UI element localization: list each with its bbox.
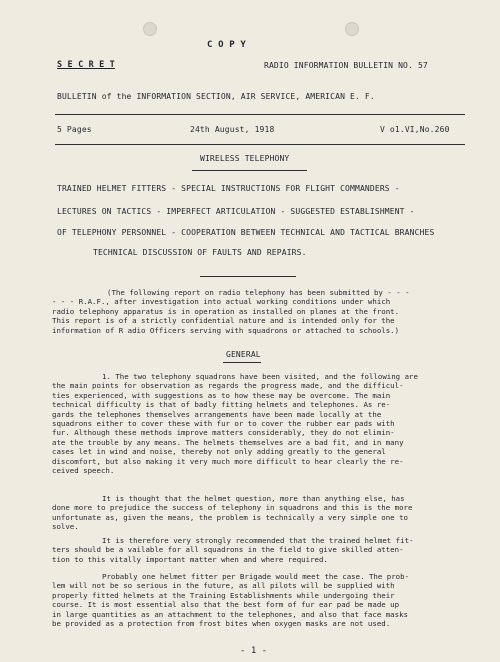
paragraph-line: discomfort, but also making it very much more difficult to hear clearly the re- [52, 456, 404, 466]
paragraph-line: squadrons either to cover these with fur or to cover the rubber ear pads with [52, 419, 395, 429]
paragraph-1 [52, 372, 470, 475]
paragraph-4 [52, 572, 470, 628]
contents-line: LECTURES ON TACTICS - IMPERFECT ARTICULATION - SUGGESTED ESTABLISHMENT - [57, 207, 415, 216]
section-heading: GENERAL [226, 350, 261, 359]
paragraph-line: lem will not be so serious in the future, as all pilots will be supplied with [52, 581, 395, 591]
bulletin-number: RADIO INFORMATION BULLETIN NO. 57 [264, 61, 428, 70]
paragraph-line: 1. The two telephony squadrons have been visited, and the following are [102, 372, 418, 381]
paragraph-line: be provided as a protection from frost bites when oxygen masks are not used. [52, 619, 391, 629]
paragraph-line: gards the telephones themselves arrangements have been made locally at the [52, 409, 382, 419]
volume-number: V o1.VI,No.260 [380, 125, 450, 134]
paragraph-2 [52, 494, 470, 532]
intro-line: - - - R.A.F., after investigation into actual working conditions under which [52, 297, 391, 307]
punch-hole-right [345, 22, 359, 36]
title-rule [192, 170, 307, 171]
intro-line: radio telephony apparatus is in operation as installed on planes at the front. [52, 306, 400, 316]
paragraph-line: It is therefore very strongly recommended that the trained helmet fit- [102, 536, 414, 545]
paragraph-line: properly fitted helmets at the Training Establishments while undergoing their [52, 590, 395, 600]
paragraph-line: course. It is most essential also that the best form of fur ear pad be made up [52, 600, 400, 610]
copy-label: C O P Y [207, 40, 246, 50]
paragraph-line: the main points for observation as regards the progress made, and the difficul- [52, 381, 404, 391]
paragraph-line: ties experienced, with suggestions as to how these may be overcome. The main [52, 390, 391, 400]
paragraph-line: Probably one helmet fitter per Brigade would meet the case. The prob- [102, 572, 410, 581]
paragraph-line: cases let in wind and noise, thereby not only adding greatly to the general [52, 447, 386, 457]
paragraph-line: tion to this vitally important matter when and where required. [52, 554, 328, 564]
contents-line: TRAINED HELMET FITTERS - SPECIAL INSTRUCTIONS FOR FLIGHT COMMANDERS - [57, 184, 400, 193]
page-number: - 1 - [240, 646, 268, 656]
paragraph-line: ate the trouble by any means. The helmets themselves are a bad fit, and in many [52, 437, 404, 447]
contents-line: OF TELEPHONY PERSONNEL - COOPERATION BETWEEN TECHNICAL AND TACTICAL BRANCHES [57, 228, 435, 237]
paragraph-line: It is thought that the helmet question, more than anything else, has [102, 494, 405, 503]
paragraph-line: technical difficulty is that of badly fitting helmets and telephones. As re- [52, 400, 391, 410]
paragraph-line: fur. Although these methods improve matters considerably, they do not elimin- [52, 428, 395, 438]
paragraph-line: unfortunate as, given the means, the problem is technically a very simple one to [52, 512, 408, 522]
paragraph-line: done more to prejudice the success of telephony in squadrons and this is the more [52, 503, 413, 513]
paragraph-line: ters should be a vailable for all squadrons in the field to give skilled atten- [52, 545, 404, 555]
bulletin-source: BULLETIN of the INFORMATION SECTION, AIR SERVICE, AMERICAN E. F. [57, 92, 375, 101]
top-rule [55, 114, 465, 115]
contents-rule [200, 276, 296, 277]
intro-line: This report is of a strictly confidential nature and is intended only for the [52, 316, 395, 326]
intro-line: (The following report on radio telephony has been submitted by - - - [107, 288, 410, 297]
paragraph-3 [52, 536, 470, 564]
bulletin-date: 24th August, 1918 [190, 125, 275, 134]
meta-rule [55, 144, 465, 145]
document-title: WIRELESS TELEPHONY [200, 154, 290, 163]
punch-hole-left [143, 22, 157, 36]
contents-line: TECHNICAL DISCUSSION OF FAULTS AND REPAIRS. [93, 248, 307, 257]
page-count: 5 Pages [57, 125, 92, 134]
paragraph-line: in large quantities as an attachment to the telephones, and also that face masks [52, 609, 408, 619]
paragraph-line: ceived speech. [52, 466, 115, 476]
secret-label: S E C R E T [57, 60, 115, 70]
intro-line: information of R adio Officers serving with squadrons or attached to schools.) [52, 325, 400, 335]
paragraph-line: solve. [52, 522, 79, 532]
section-rule [223, 362, 261, 363]
intro-note [52, 288, 470, 335]
